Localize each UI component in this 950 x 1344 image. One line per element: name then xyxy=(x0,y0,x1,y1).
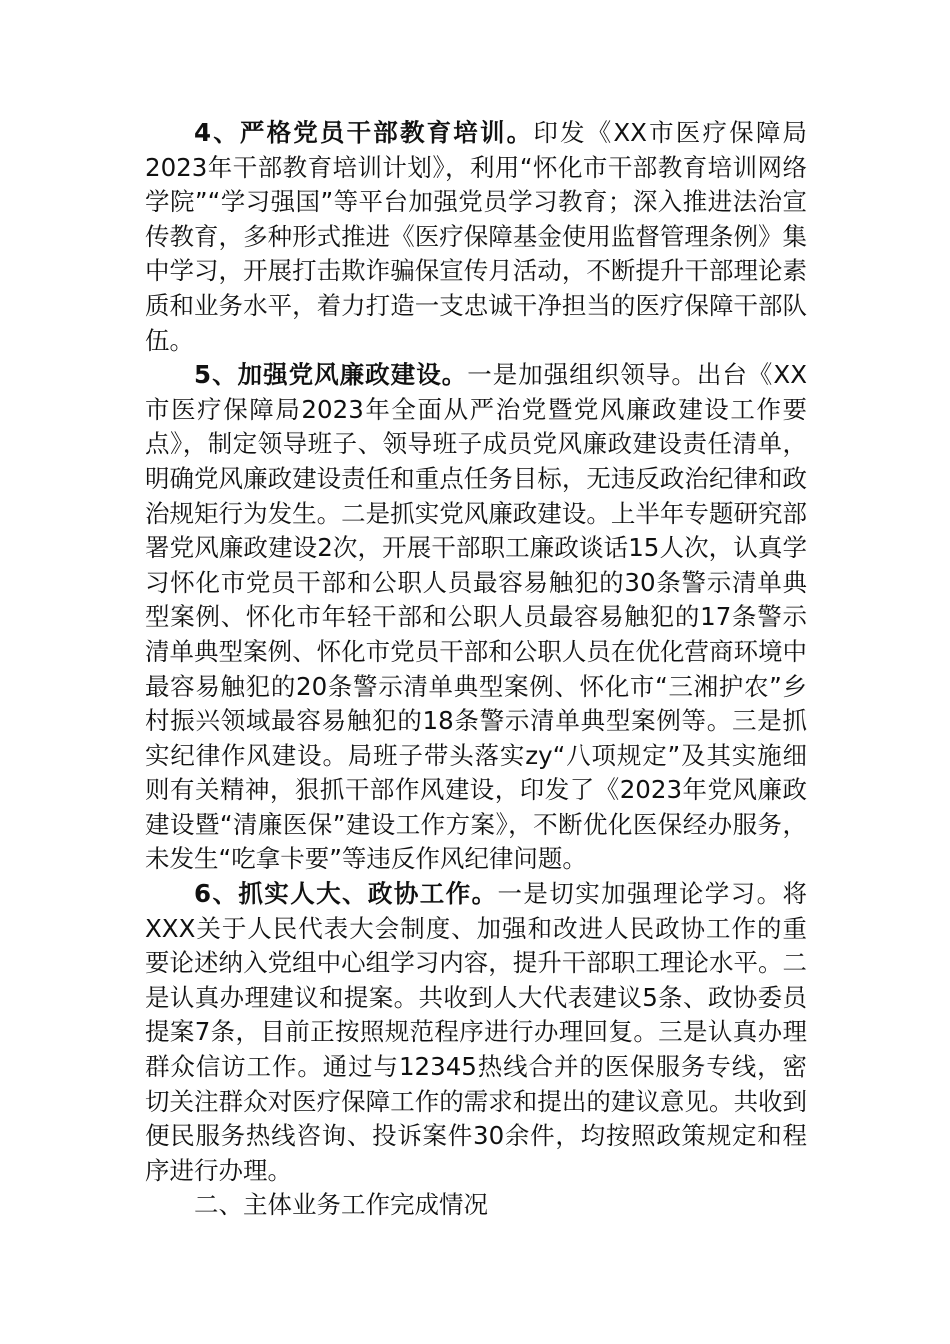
paragraph-4 xyxy=(145,116,807,358)
paragraph-5 xyxy=(145,358,807,877)
paragraph-6 xyxy=(145,877,807,1188)
paragraph-body: 印发《XX市医疗保障局2023年干部教育培训计划》，利用“怀化市干部教育培训网络学院”“学习强国”等平台加强党员学习教育；深入推进法治宣传教育，多种形式推进《医疗保障基金使用监督管理条例》集中学习，开展打击欺诈骗保宣传月活动，不断提升干部理论素质和业务水平，着力打造一支忠诚干净担当的医疗保障干部队伍。 xyxy=(145,118,807,355)
paragraph-heading: 6、抓实人大、政协工作。 xyxy=(194,879,498,909)
paragraph-body: 一是切实加强理论学习。将XXX关于人民代表大会制度、加强和改进人民政协工作的重要论述纳入党组中心组学习内容，提升干部职工理论水平。二是认真办理建议和提案。共收到人大代表建议5条、政协委员提案7条，目前正按照规范程序进行办理回复。三是认真办理群众信访工作。通过与12345热线合并的医保服务专线，密切关注群众对医疗保障工作的需求和提出的建议意见。共收到便民服务热线咨询、投诉案件30余件，均按照政策规定和程序进行办理。 xyxy=(145,879,808,1185)
document-page xyxy=(145,116,807,1223)
paragraph-body: 一是加强组织领导。出台《XX市医疗保障局2023年全面从严治党暨党风廉政建设工作要点》，制定领导班子、领导班子成员党风廉政建设责任清单，明确党风廉政建设责任和重点任务目标，无违反政治纪律和政治规矩行为发生。二是抓实党风廉政建设。上半年专题研究部署党风廉政建设2次，开展干部职工廉政谈话15人次，认真学习怀化市党员干部和公职人员最容易触犯的30条警示清单典型案例、怀化市年轻干部和公职人员最容易触犯的17条警示清单典型案例、怀化市党员干部和公职人员在优化营商环境中最容易触犯的20条警示清单典型案例、怀化市“三湘护农”乡村振兴领域最容易触犯的18条警示清单典型案例等。三是抓实纪律作风建设。局班子带头落实zy“八项规定”及其实施细则有关精神，狠抓干部作风建设，印发了《2023年党风廉政建设暨“清廉医保”建设工作方案》，不断优化医保经办服务，未发生“吃拿卡要”等违反作风纪律问题。 xyxy=(145,360,807,874)
paragraph-heading: 4、严格党员干部教育培训。 xyxy=(194,118,534,147)
section-title: 二、主体业务工作完成情况 xyxy=(194,1190,488,1220)
paragraph-heading: 5、加强党风廉政建设。 xyxy=(194,360,468,390)
